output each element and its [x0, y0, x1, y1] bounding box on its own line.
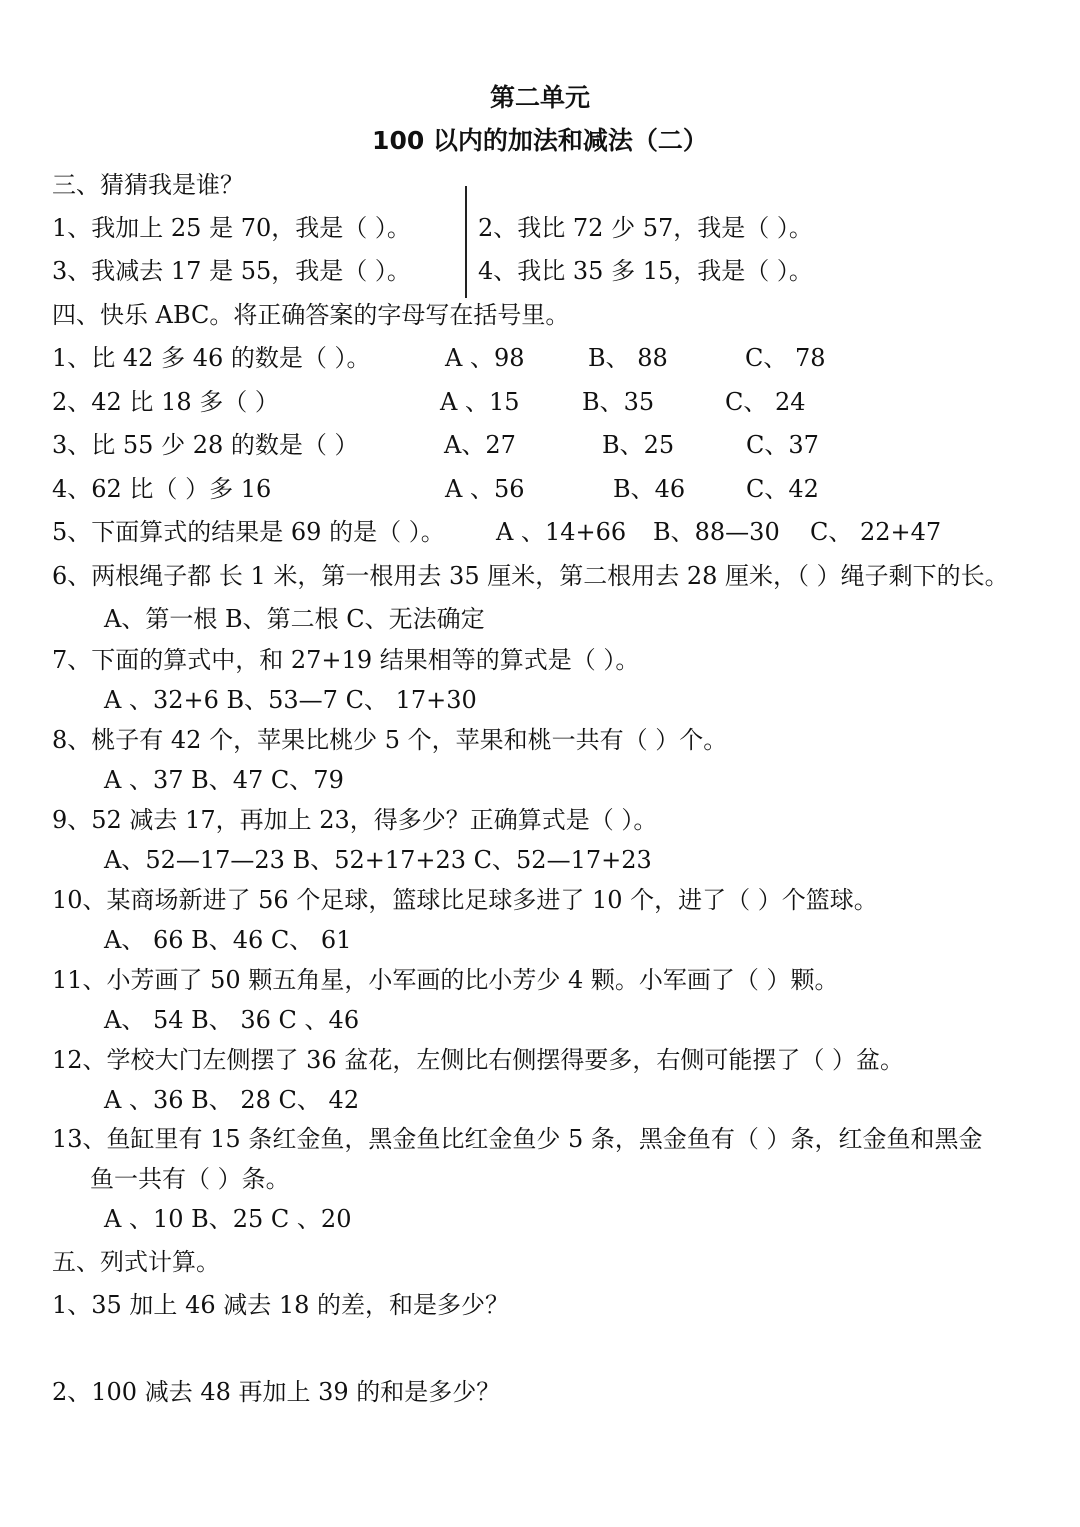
question-4-2: 2、42 比 18 多（ ）: [52, 388, 279, 416]
option-4-4-c: C、42: [746, 475, 819, 503]
option-4-1-b: B、 88: [588, 344, 668, 372]
option-4-2-c: C、 24: [725, 388, 806, 416]
question-4-4: 4、62 比（ ）多 16: [52, 475, 272, 503]
column-divider: [465, 186, 467, 298]
question-4-9: 9、52 减去 17，再加上 23，得多少？正确算式是（ ）。: [52, 806, 658, 834]
question-4-3: 3、比 55 少 28 的数是（ ）: [52, 431, 359, 459]
question-4-13-continued: 鱼一共有（ ）条。: [90, 1165, 290, 1193]
question-4-13-options: A 、10 B、25 C 、20: [104, 1205, 352, 1233]
question-4-10-options: A、 66 B、46 C、 61: [104, 926, 352, 954]
question-4-12-options: A 、36 B、 28 C、 42: [104, 1086, 360, 1114]
question-4-11: 11、小芳画了 50 颗五角星，小军画的比小芳少 4 颗。小军画了（ ）颗。: [52, 966, 839, 994]
unit-title: 第二单元: [489, 83, 590, 112]
question-4-8: 8、桃子有 42 个，苹果比桃少 5 个，苹果和桃一共有（ ）个。: [52, 726, 728, 754]
question-5-1: 1、35 加上 46 减去 18 的差，和是多少？: [52, 1291, 510, 1319]
option-4-5-b: B、88—30: [653, 518, 780, 546]
option-4-4-b: B、46: [613, 475, 686, 503]
question-4-13: 13、鱼缸里有 15 条红金鱼，黑金鱼比红金鱼少 5 条，黑金鱼有（ ）条，红金鱼和黑金: [52, 1125, 983, 1153]
question-4-6: 6、两根绳子都 长 1 米，第一根用去 35 厘米，第二根用去 28 厘米，（ ）绳子剩下的长。: [52, 562, 1009, 590]
question-4-5: 5、下面算式的结果是 69 的是（ ）。: [52, 518, 445, 546]
question-4-10: 10、某商场新进了 56 个足球，篮球比足球多进了 10 个，进了（ ）个篮球。: [52, 886, 878, 914]
section-5-heading: 五、列式计算。: [52, 1248, 220, 1276]
question-4-1: 1、比 42 多 46 的数是（ ）。: [52, 344, 371, 372]
question-4-12: 12、学校大门左侧摆了 36 盆花，左侧比右侧摆得要多，右侧可能摆了（ ）盆。: [52, 1046, 904, 1074]
question-4-7-options: A 、32+6 B、53—7 C、 17+30: [104, 686, 477, 714]
question-4-8-options: A 、37 B、47 C、79: [104, 766, 344, 794]
option-4-3-b: B、25: [602, 431, 675, 459]
question-5-2: 2、100 减去 48 再加上 39 的和是多少？: [52, 1378, 501, 1406]
page-title: 100 以内的加法和减法（二）: [372, 126, 708, 155]
option-4-1-a: A 、98: [445, 344, 525, 372]
option-4-2-b: B、35: [582, 388, 655, 416]
option-4-3-a: A、27: [444, 431, 516, 459]
question-4-11-options: A、 54 B、 36 C 、46: [104, 1006, 360, 1034]
option-4-2-a: A 、15: [440, 388, 520, 416]
question-4-7: 7、下面的算式中，和 27+19 结果相等的算式是（ ）。: [52, 646, 640, 674]
question-3-4: 4、我比 35 多 15，我是（ ）。: [478, 257, 813, 285]
option-4-4-a: A 、56: [445, 475, 525, 503]
section-4-heading: 四、快乐 ABC。将正确答案的字母写在括号里。: [52, 301, 570, 329]
question-3-1: 1、我加上 25 是 70，我是（ ）。: [52, 214, 411, 242]
question-3-3: 3、我减去 17 是 55，我是（ ）。: [52, 257, 411, 285]
option-4-5-a: A 、14+66: [496, 518, 627, 546]
question-4-6-options: A、第一根 B、第二根 C、无法确定: [104, 605, 485, 633]
section-3-heading: 三、猜猜我是谁？: [52, 171, 244, 199]
option-4-3-c: C、37: [746, 431, 819, 459]
option-4-5-c: C、 22+47: [810, 518, 942, 546]
option-4-1-c: C、 78: [745, 344, 826, 372]
question-4-9-options: A、52—17—23 B、52+17+23 C、52—17+23: [104, 846, 652, 874]
question-3-2: 2、我比 72 少 57，我是（ ）。: [478, 214, 813, 242]
